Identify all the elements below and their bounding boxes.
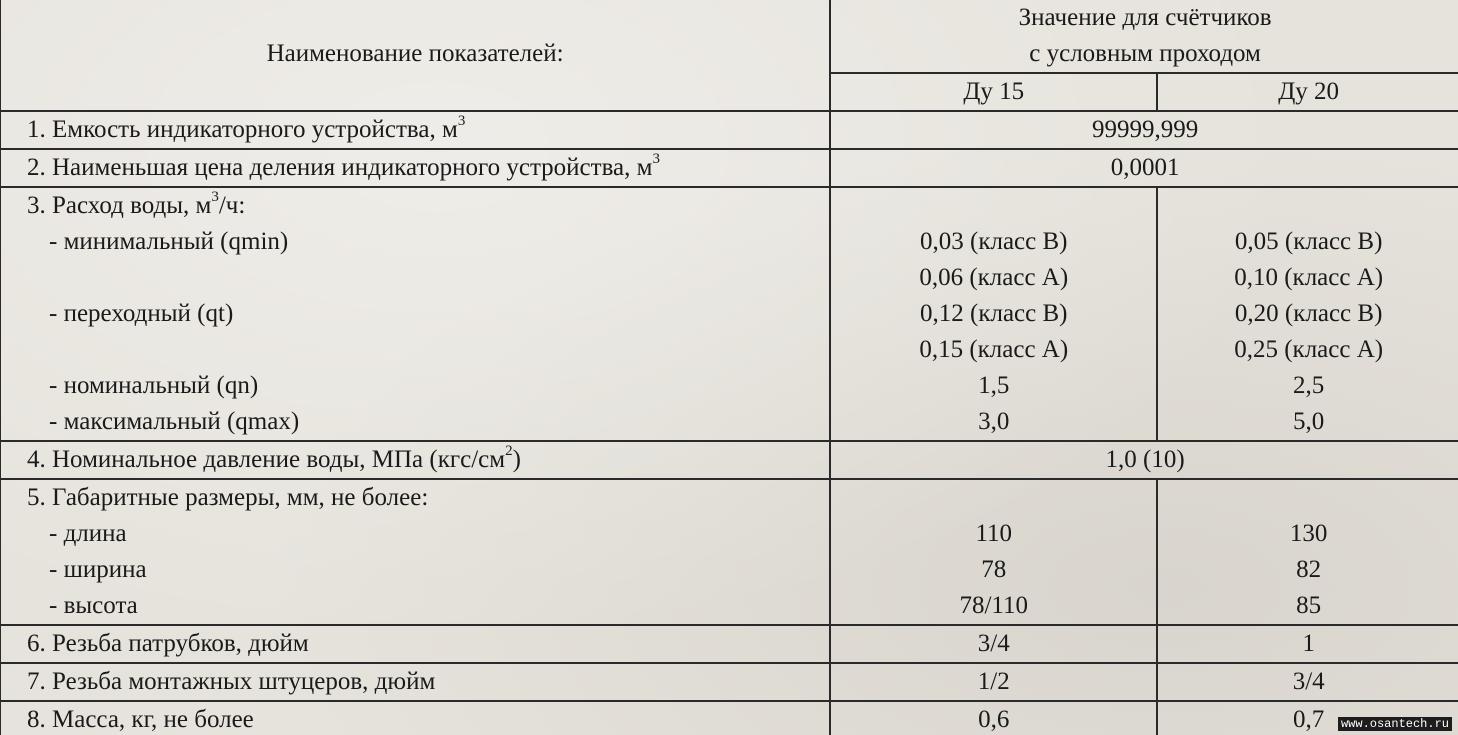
table-row (0, 701, 1458, 735)
flow-min-label: - минимальный (qmin) (49, 228, 289, 255)
flow-spacer (27, 332, 829, 368)
site-watermark: www.osantech.ru (1338, 717, 1452, 731)
table-row (0, 625, 1458, 663)
flow-nominal-label: - номинальный (qn) (49, 372, 259, 399)
row-label-pressure (0, 441, 830, 479)
header-group-line2: с условным проходом (1029, 40, 1261, 67)
table-row (0, 441, 1458, 479)
flow-spacer (27, 260, 829, 296)
flow-du20-value: 5,0 (1293, 408, 1325, 435)
value-division: 0,0001 (830, 149, 1458, 187)
flow-title (27, 188, 829, 224)
row-label-fitting-thread: 7. Резьба монтажных штуцеров, дюйм (0, 663, 830, 701)
flow-du20-value: 0,25 (класс А) (1234, 336, 1384, 363)
flow-du20-value: 0,20 (класс В) (1234, 300, 1383, 327)
dimension-du20-value: 130 (1289, 520, 1328, 547)
dimension-spacer (831, 480, 1156, 516)
dimension-du20-value: 82 (1296, 556, 1322, 583)
row-label-text: 1. Емкость индикаторного устройства, м (27, 116, 458, 143)
flow-du15-value: 0,12 (класс В) (920, 300, 1068, 327)
row-label-dimensions (0, 479, 830, 625)
flow-du15-value: 0,03 (класс В) (920, 228, 1068, 255)
dimensions-title: 5. Габаритные размеры, мм, не более: (27, 484, 429, 511)
flow-spacer (831, 188, 1156, 224)
mass-du15: 0,6 (830, 701, 1157, 735)
row-label-capacity (0, 111, 830, 149)
dimension-width-label: - ширина (49, 556, 147, 583)
flow-du15-values (830, 187, 1157, 441)
table-header-row-1 (0, 0, 1458, 73)
table-row (0, 479, 1458, 625)
value-pressure: 1,0 (10) (830, 441, 1458, 479)
flow-du20-values (1157, 187, 1458, 441)
superscript: 3 (652, 150, 660, 167)
superscript: 3 (457, 112, 466, 129)
dimensions-du20-values (1157, 479, 1458, 625)
dimension-spacer (1158, 480, 1458, 516)
table-row (0, 663, 1458, 701)
superscript: 2 (505, 442, 513, 459)
dimension-height-label: - высота (49, 592, 138, 619)
flow-du20-value: 0,10 (класс А) (1234, 264, 1384, 291)
dimensions-du15-values (830, 479, 1157, 625)
header-value-group (830, 0, 1458, 73)
row-label-text: 2. Наименьшая цена деления индикаторного устройства, м (27, 154, 653, 181)
header-du15: Ду 15 (830, 73, 1157, 111)
dimension-length-label: - длина (49, 520, 127, 547)
flow-du15-value: 1,5 (978, 372, 1010, 399)
row-label-text: 4. Номинальное давление воды, МПа (кгс/см (27, 446, 506, 473)
flow-du20-value: 0,05 (класс В) (1234, 228, 1383, 255)
table-row (0, 187, 1458, 441)
pipe-thread-du15: 3/4 (830, 625, 1157, 663)
header-du20: Ду 20 (1157, 73, 1458, 111)
flow-du15-value: 0,15 (класс А) (919, 336, 1069, 363)
table-row (0, 149, 1458, 187)
row-label-suffix: ) (512, 446, 521, 473)
row-label-pipe-thread: 6. Резьба патрубков, дюйм (0, 625, 830, 663)
row-label-mass: 8. Масса, кг, не более (0, 701, 830, 735)
value-capacity: 99999,999 (830, 111, 1458, 149)
fitting-thread-du20: 3/4 (1157, 663, 1458, 701)
flow-transition-label: - переходный (qt) (49, 300, 234, 327)
dimension-du20-value: 85 (1296, 592, 1322, 619)
flow-title-unit: /ч: (218, 192, 246, 219)
flow-title-text: 3. Расход воды, м (27, 192, 212, 219)
header-group-line1: Значение для счётчиков (1018, 4, 1272, 31)
mass-du20: 0,7 (1157, 701, 1458, 735)
row-label-division (0, 149, 830, 187)
fitting-thread-du15: 1/2 (830, 663, 1157, 701)
flow-du15-value: 3,0 (978, 408, 1010, 435)
flow-du20-value: 2,5 (1293, 372, 1325, 399)
flow-spacer (1158, 188, 1458, 224)
header-name-label: Наименование показателей: (266, 40, 564, 67)
table-row (0, 111, 1458, 149)
dimension-du15-value: 110 (975, 520, 1013, 547)
pipe-thread-du20: 1 (1157, 625, 1458, 663)
dimension-du15-value: 78/110 (959, 592, 1029, 619)
header-name-column (0, 0, 830, 111)
row-label-flow (0, 187, 830, 441)
flow-du15-value: 0,06 (класс А) (919, 264, 1069, 291)
superscript: 3 (211, 188, 219, 205)
dimension-du15-value: 78 (981, 556, 1007, 583)
flow-max-label: - максимальный (qmax) (49, 408, 300, 435)
